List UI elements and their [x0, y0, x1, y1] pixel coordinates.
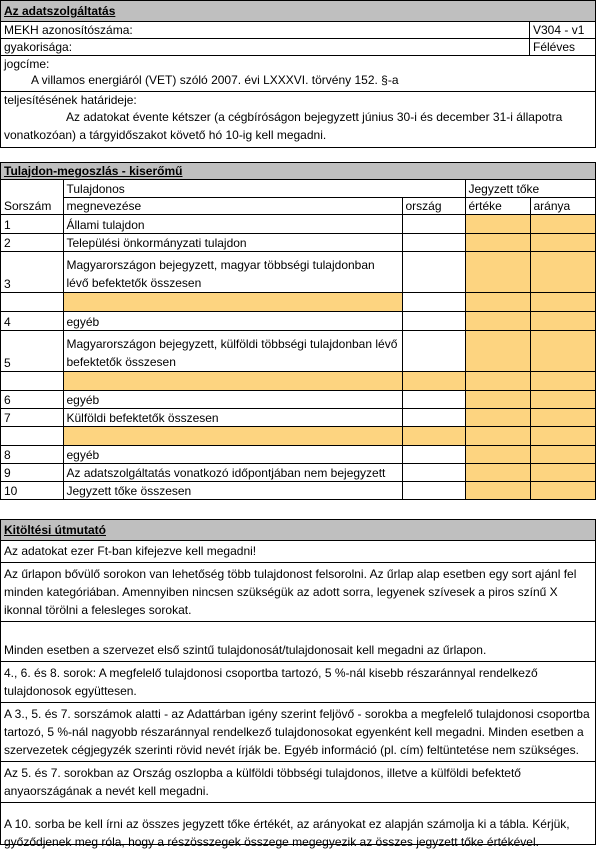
country-header: ország: [402, 197, 465, 214]
country-input[interactable]: [402, 371, 465, 390]
owner-name-input[interactable]: [63, 292, 402, 311]
table-row-expandable: [1, 426, 595, 445]
country-cell: [402, 463, 465, 481]
value-input[interactable]: [465, 445, 530, 463]
table-row: [1, 481, 595, 499]
country-cell: [402, 390, 465, 408]
row-number: 7: [1, 408, 63, 426]
row-number: [1, 426, 63, 445]
instruction-paragraph: Az 5. és 7. sorokban az Ország oszlopba a külföldi többségi tulajdonos, illetve a külföldi befektető anyaországának a nevét kell megadni.: [1, 761, 595, 802]
share-cell: [530, 311, 595, 330]
section-title: Az adatszolgáltatás: [1, 1, 595, 21]
value-input[interactable]: [465, 330, 530, 371]
row-number: 8: [1, 445, 63, 463]
row-number: 10: [1, 481, 63, 499]
mekh-id-value: V304 - v1: [529, 22, 595, 38]
value-header: értéke: [465, 197, 530, 214]
row-name: Külföldi befektetők összesen: [63, 408, 402, 426]
frequency-value: Féléves: [529, 39, 595, 55]
row-number: 6: [1, 390, 63, 408]
instruction-paragraph: Minden esetben a szervezet első szintű tulajdonosát/tulajdonosait kell megadni az űrlapon.: [1, 621, 595, 661]
country-cell: [402, 251, 465, 292]
table-row: [1, 445, 595, 463]
share-cell: [530, 426, 595, 445]
share-cell: [530, 371, 595, 390]
row-name: egyéb: [63, 445, 402, 463]
value-input[interactable]: [465, 371, 530, 390]
data-service-section: [0, 0, 596, 148]
value-input[interactable]: [465, 311, 530, 330]
value-input[interactable]: [465, 408, 530, 426]
country-input[interactable]: [402, 292, 465, 311]
section-title: Kitöltési útmutató: [1, 520, 595, 540]
table-row-expandable: [1, 292, 595, 311]
value-input[interactable]: [465, 292, 530, 311]
row-number: [1, 292, 63, 311]
share-cell: [530, 445, 595, 463]
table-row: [1, 330, 595, 371]
share-cell: [530, 390, 595, 408]
row-number: [1, 371, 63, 390]
instruction-paragraph: A 3., 5. és 7. sorszámok alatti - az Adattárban igény szerint feljövő - sorokba a megfelelő tulajdonosi csoportba tartozó, 5 %-nál nagyobb részaránnyal rendelkező tulajdonosokat egyenként kell megadni. Minden esetben a szervezetek cégjegyzék szerinti rövid nevét írják be. Egyéb információ (pl. cím) feltüntetése nem szükséges.: [1, 702, 595, 761]
table-row: [1, 214, 595, 233]
share-cell: [530, 251, 595, 292]
table-row: [1, 251, 595, 292]
mekh-id-label: MEKH azonosítószáma:: [4, 23, 133, 37]
row-name: Települési önkormányzati tulajdon: [63, 233, 402, 251]
country-cell: [402, 311, 465, 330]
owner-name-input[interactable]: [63, 426, 402, 445]
value-input[interactable]: [465, 463, 530, 481]
table-row: [1, 311, 595, 330]
share-cell: [530, 292, 595, 311]
country-cell: [402, 445, 465, 463]
table-row-expandable: [1, 371, 595, 390]
row-number: 1: [1, 214, 63, 233]
share-header: aránya: [530, 197, 595, 214]
section-title: Tulajdon-megoszlás - kiserőmű: [1, 163, 595, 180]
country-cell: [402, 330, 465, 371]
value-input[interactable]: [465, 390, 530, 408]
row-number: 4: [1, 311, 63, 330]
ownership-table: [1, 180, 595, 499]
table-row: [1, 463, 595, 481]
country-cell: [402, 214, 465, 233]
ownership-table-section: [0, 162, 596, 500]
row-number: 9: [1, 463, 63, 481]
share-cell: [530, 233, 595, 251]
row-name: Magyarországon bejegyzett, külföldi többségi tulajdonban lévő befektetők összesen: [63, 330, 402, 371]
row-number: 3: [1, 251, 63, 292]
legal-basis-text: A villamos energiáról (VET) szóló 2007. évi LXXXVI. törvény 152. §-a: [31, 73, 399, 87]
share-cell: [530, 214, 595, 233]
instruction-paragraph: Az űrlapon bővülő sorokon van lehetőség több tulajdonost felsorolni. Az űrlap alap esetben egy sort ajánl fel minden kategóriában. Amennyiben nincsen szükségük az adott sorra, legyenek szívesek a piros színű X ikonnal törölni a felesleges sorokat.: [1, 562, 595, 621]
table-row: [1, 390, 595, 408]
instruction-paragraph: 4., 6. és 8. sorok: A megfelelő tulajdonosi csoportba tartozó, 5 %-nál kisebb részaránnyal rendelkező tulajdonosok együttesen.: [1, 661, 595, 702]
instruction-paragraph: Az adatokat ezer Ft-ban kifejezve kell megadni!: [1, 540, 595, 562]
share-cell: [530, 481, 595, 499]
country-cell: [402, 408, 465, 426]
row-name: Jegyzett tőke összesen: [63, 481, 402, 499]
row-name: Magyarországon bejegyzett, magyar többségi tulajdonban lévő befektetők összesen: [63, 251, 402, 292]
sorszam-header: Sorszám: [1, 197, 63, 214]
name-header: megnevezése: [63, 197, 402, 214]
country-input[interactable]: [402, 426, 465, 445]
country-cell: [402, 233, 465, 251]
value-input[interactable]: [465, 251, 530, 292]
instructions-section: [0, 519, 596, 849]
legal-basis-label: jogcíme:: [4, 57, 50, 71]
value-input[interactable]: [465, 426, 530, 445]
deadline-label: teljesítésének határideje:: [4, 93, 137, 107]
deadline-text: Az adatokat évente kétszer (a cégbíróságon bejegyzett június 30-i és december 31-i állapotra vonatkozóan) a tárgyidőszakot követő hó 10-ig kell megadni.: [4, 110, 563, 142]
table-row: [1, 233, 595, 251]
row-name: egyéb: [63, 390, 402, 408]
owner-name-input[interactable]: [63, 371, 402, 390]
row-name: egyéb: [63, 311, 402, 330]
value-input[interactable]: [465, 233, 530, 251]
frequency-label: gyakorisága:: [4, 40, 73, 54]
share-cell: [530, 330, 595, 371]
country-cell: [402, 481, 465, 499]
share-cell: [530, 408, 595, 426]
share-cell: [530, 463, 595, 481]
instruction-paragraph: A 10. sorba be kell írni az összes jegyzett tőke értékét, az arányokat ez alapján számolja ki a tábla. Kérjük, győződjenek meg róla, hogy a részösszegek összege megegyezik az összes jegyzett tőke értékével.: [1, 802, 595, 853]
table-row: [1, 408, 595, 426]
value-input[interactable]: [465, 481, 530, 499]
owner-header: Tulajdonos: [63, 180, 402, 197]
row-number: 5: [1, 330, 63, 371]
registered-capital-header: Jegyzett tőke: [465, 180, 595, 197]
value-input[interactable]: [465, 214, 530, 233]
row-number: 2: [1, 233, 63, 251]
row-name: Az adatszolgáltatás vonatkozó időpontjában nem bejegyzett: [63, 463, 402, 481]
row-name: Állami tulajdon: [63, 214, 402, 233]
